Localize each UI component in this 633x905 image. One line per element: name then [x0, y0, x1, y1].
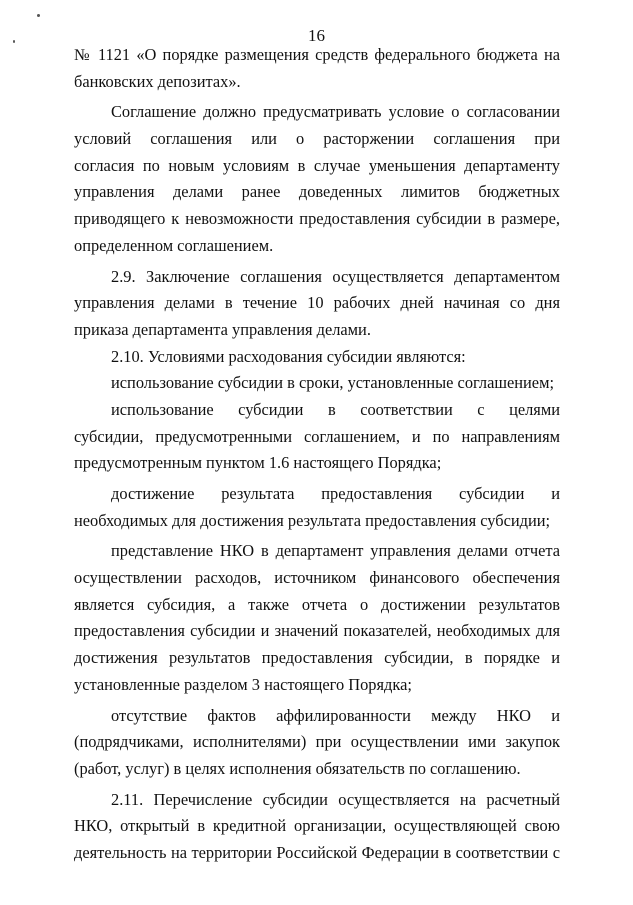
- text-line: Соглашение должно предусматривать условие о согласовании: [111, 102, 560, 122]
- text-line: НКО, открытый в кредитной организации, осуществляющей свою: [74, 816, 560, 836]
- text-line: приказа департамента управления делами.: [74, 319, 371, 339]
- text-line: использование субсидии в сроки, установленные соглашением;: [111, 373, 555, 393]
- scan-speck: [37, 14, 40, 17]
- text-line: предоставления субсидии и значений показателей, необходимых для: [74, 621, 560, 641]
- text-line: согласия по новым условиям в случае уменьшения департаменту: [74, 155, 560, 175]
- text-line: условий соглашения или о расторжении соглашения при: [74, 129, 560, 149]
- text-line: определенном соглашением.: [74, 235, 274, 255]
- text-line: необходимых для достижения результата предоставления субсидии;: [74, 510, 551, 530]
- text-line: установленные разделом 3 настоящего Порядка;: [74, 674, 412, 694]
- text-line: деятельность на территории Российской Федерации в соответствии с: [74, 842, 560, 862]
- text-line: (работ, услуг) в целях исполнения обязательств по соглашению.: [74, 758, 521, 778]
- text-line: использование субсидии в соответствии с целями: [111, 399, 560, 419]
- text-line: 2.10. Условиями расходования субсидии являются:: [111, 346, 466, 366]
- text-line: достижения результатов предоставления субсидии, в порядке и: [74, 648, 560, 668]
- text-line: 2.11. Перечисление субсидии осуществляется на расчетный: [111, 789, 560, 809]
- text-line: управления делами в течение 10 рабочих дней начиная со дня: [74, 293, 560, 313]
- text-line: 2.9. Заключение соглашения осуществляется департаментом: [111, 266, 560, 286]
- text-line: приводящего к невозможности предоставления субсидии в размере,: [74, 209, 560, 229]
- page-number: 16: [308, 26, 325, 45]
- text-line: субсидии, предусмотренными соглашением, и по направлениям: [74, 426, 560, 446]
- text-line: банковских депозитах».: [74, 71, 241, 91]
- text-line: (подрядчиками, исполнителями) при осуществлении ими закупок: [74, 732, 560, 752]
- text-line: осуществлении расходов, источником финансового обеспечения: [74, 568, 560, 588]
- text-line: является субсидия, а также отчета о достижении результатов: [74, 594, 560, 614]
- text-line: достижение результата предоставления субсидии и: [111, 484, 560, 503]
- document-body: [74, 42, 560, 867]
- text-line: № 1121 «О порядке размещения средств федерального бюджета на: [74, 45, 560, 64]
- text-line: представление НКО в департамент управления делами отчета: [111, 541, 560, 561]
- text-line: отсутствие фактов аффилированности между НКО и: [111, 705, 560, 725]
- text-line: управления делами ранее доведенных лимитов бюджетных: [74, 182, 560, 202]
- text-line: предусмотренным пунктом 1.6 настоящего Порядка;: [74, 453, 442, 473]
